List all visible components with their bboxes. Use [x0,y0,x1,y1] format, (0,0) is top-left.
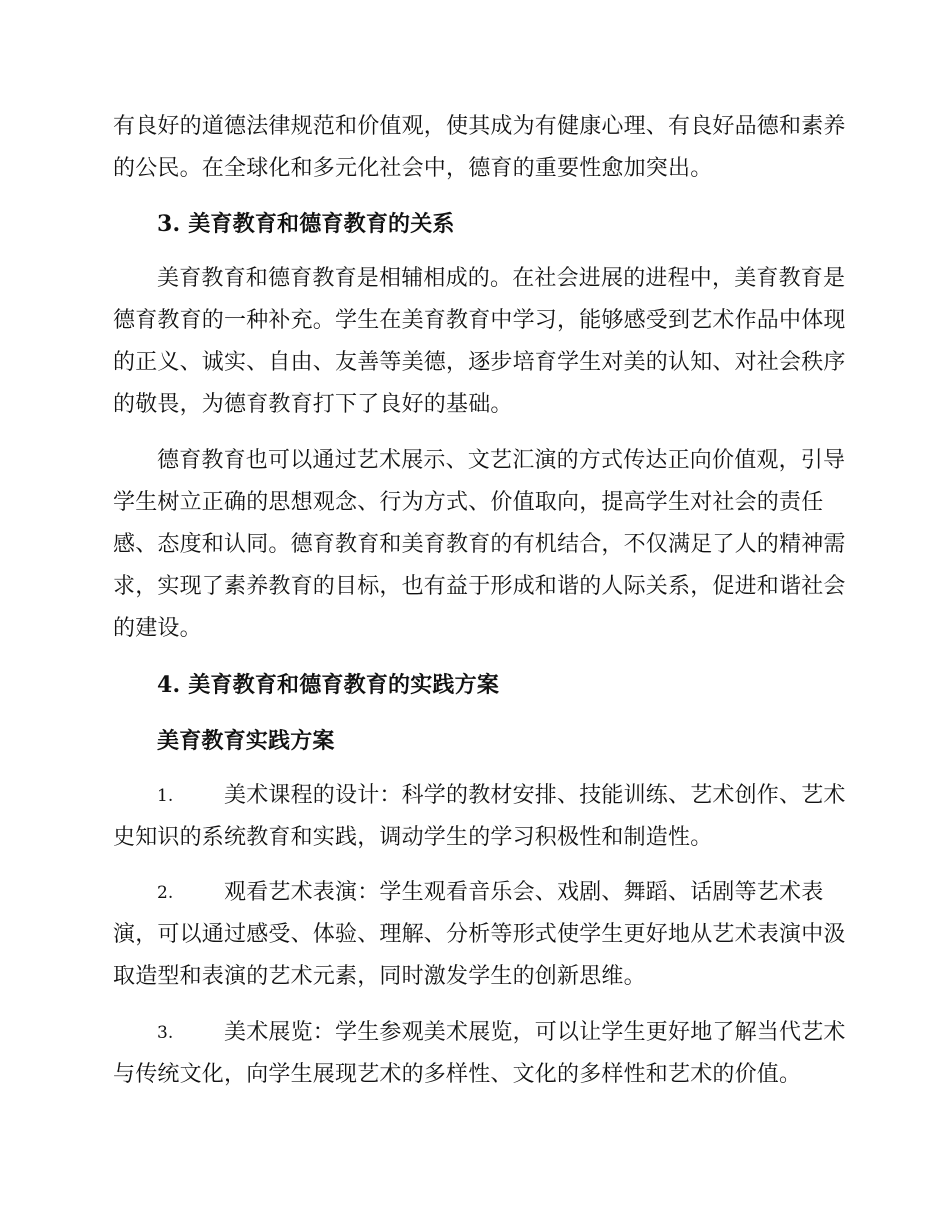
section-3-para-2-line-4: 求，实现了素养教育的目标，也有益于形成和谐的人际关系，促进和谐社会 [113,574,846,599]
list-item-1-line-2: 史知识的系统教育和实践，调动学生的学习积极性和制造性。 [113,825,713,850]
section-3-para-2-line-1: 德育教育也可以通过艺术展示、文艺汇演的方式传达正向价值观，引导 [157,448,846,473]
section-3-heading: 3. 美育教育和德育教育的关系 [157,211,455,237]
list-item-2-number: 2. [157,883,174,903]
intro-line-2: 的公民。在全球化和多元化社会中，德育的重要性愈加突出。 [113,156,713,181]
list-item-2-line-2: 演，可以通过感受、体验、理解、分析等形式使学生更好地从艺术表演中汲 [113,922,846,947]
list-item-2-line-3: 取造型和表演的艺术元素，同时激发学生的创新思维。 [113,964,646,989]
list-item-1-line-1: 美术课程的设计：科学的教材安排、技能训练、艺术创作、艺术 [224,783,846,808]
section-3-para-1-line-3: 的正义、诚实、自由、友善等美德，逐步培育学生对美的认知、对社会秩序 [113,350,846,375]
section-3-para-1-line-1: 美育教育和德育教育是相辅相成的。在社会进展的进程中，美育教育是 [157,266,846,291]
section-3-para-1-line-2: 德育教育的一种补充。学生在美育教育中学习，能够感受到艺术作品中体现 [113,308,846,333]
section-3-para-1-line-4: 的敬畏，为德育教育打下了良好的基础。 [113,392,513,417]
list-item-2-line-1: 观看艺术表演：学生观看音乐会、戏剧、舞蹈、话剧等艺术表 [224,880,824,905]
section-4-subheading: 美育教育实践方案 [157,728,335,754]
section-3-para-2-line-3: 感、态度和认同。德育教育和美育教育的有机结合，不仅满足了人的精神需 [113,532,846,557]
list-item-3-line-2: 与传统文化，向学生展现艺术的多样性、文化的多样性和艺术的价值。 [113,1062,802,1087]
section-4-heading: 4. 美育教育和德育教育的实践方案 [157,672,500,698]
section-3-para-2-line-5: 的建设。 [113,616,202,641]
list-item-3-line-1: 美术展览：学生参观美术展览，可以让学生更好地了解当代艺术 [224,1020,846,1045]
intro-line-1: 有良好的道德法律规范和价值观，使其成为有健康心理、有良好品德和素养 [113,114,846,139]
section-3-para-2-line-2: 学生树立正确的思想观念、行为方式、价值取向，提高学生对社会的责任 [113,490,824,515]
list-item-3-number: 3. [157,1023,174,1043]
list-item-1-number: 1. [157,786,174,806]
